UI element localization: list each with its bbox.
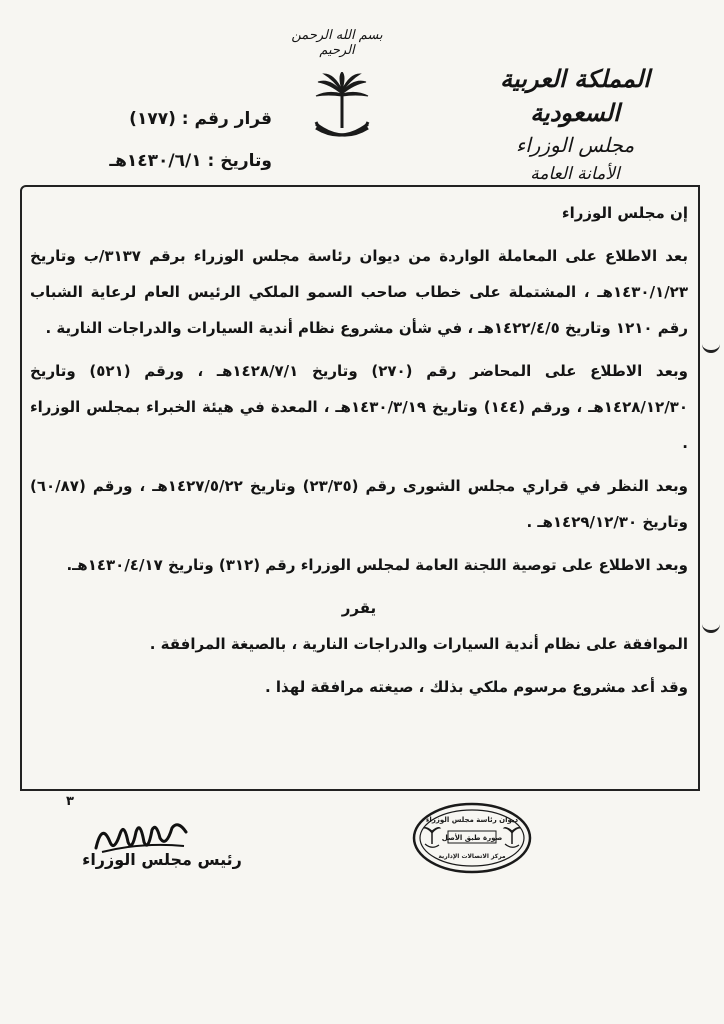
letterhead-issuer: [460, 62, 690, 188]
paragraph-1: بعد الاطلاع على المعاملة الواردة من ديوان رئاسة مجلس الوزراء برقم ٣١٣٧/ب وتاريخ ١٤٣٠/١/٢٣هـ ، المشتملة على خطاب صاحب السمو الملكي الرئيس العام لرعاية الشباب رقم ١٢١٠ وتاريخ ١٤٢٢/٤/٥هـ ، في شأن مشروع نظام أندية السيارات والدراجات النارية .: [30, 247, 688, 337]
paragraph-3: وبعد النظر في قراري مجلس الشورى رقم (٢٣/٣٥) وتاريخ ١٤٢٧/٥/٢٢هـ ، ورقم (٦٠/٨٧) وتاريخ ١٤٢٩/١٢/٣٠هـ .: [30, 477, 688, 531]
saudi-emblem-icon: [312, 72, 372, 150]
opening-line: إن مجلس الوزراء: [561, 204, 688, 222]
kingdom-name: المملكة العربية السعودية: [500, 64, 650, 127]
decision-date: وتاريخ : ١٤٣٠/٦/١هـ: [109, 151, 272, 171]
binder-mark: [702, 620, 720, 633]
basmala: بسم الله الرحمن الرحيم: [291, 28, 383, 58]
binder-mark: [702, 340, 720, 353]
decision-line-1: الموافقة على نظام أندية السيارات والدراجات النارية ، بالصيغة المرافقة .: [149, 635, 688, 653]
stamp-top-text: ديوان رئاسة مجلس الوزراء: [425, 816, 519, 824]
decision-body: [30, 195, 688, 712]
secretariat-name: الأمانة العامة: [530, 164, 620, 184]
decision-line-2: وقد أعد مشروع مرسوم ملكي بذلك ، صيغته مرافقة لهذا .: [264, 678, 688, 696]
resolves-heading: يقرر: [341, 599, 377, 617]
paragraph-4: وبعد الاطلاع على توصية اللجنة العامة لمجلس الوزراء رقم (٣١٢) وتاريخ ١٤٣٠/٤/١٧هـ.: [66, 556, 688, 574]
decision-info: [42, 98, 272, 182]
stamp-bottom-text: مركز الاتصالات الإدارية: [438, 853, 506, 860]
council-name: مجلس الوزراء: [515, 133, 635, 157]
certified-copy-stamp: [410, 800, 534, 876]
paragraph-2: وبعد الاطلاع على المحاضر رقم (٢٧٠) وتاريخ ١٤٢٨/٧/١هـ ، ورقم (٥٢١) وتاريخ ١٤٢٨/١٢/٣٠هـ ، ورقم (١٤٤) وتاريخ ١٤٣٠/٣/١٩هـ ، المعدة في هيئة الخبراء بمجلس الوزراء .: [30, 362, 688, 452]
signatory-title: رئيس مجلس الوزراء: [82, 850, 242, 869]
stamp-middle-text: صورة طبق الأصل: [441, 834, 503, 842]
page-number: ٣: [66, 794, 74, 809]
decision-number: قرار رقم : (١٧٧): [129, 109, 272, 129]
